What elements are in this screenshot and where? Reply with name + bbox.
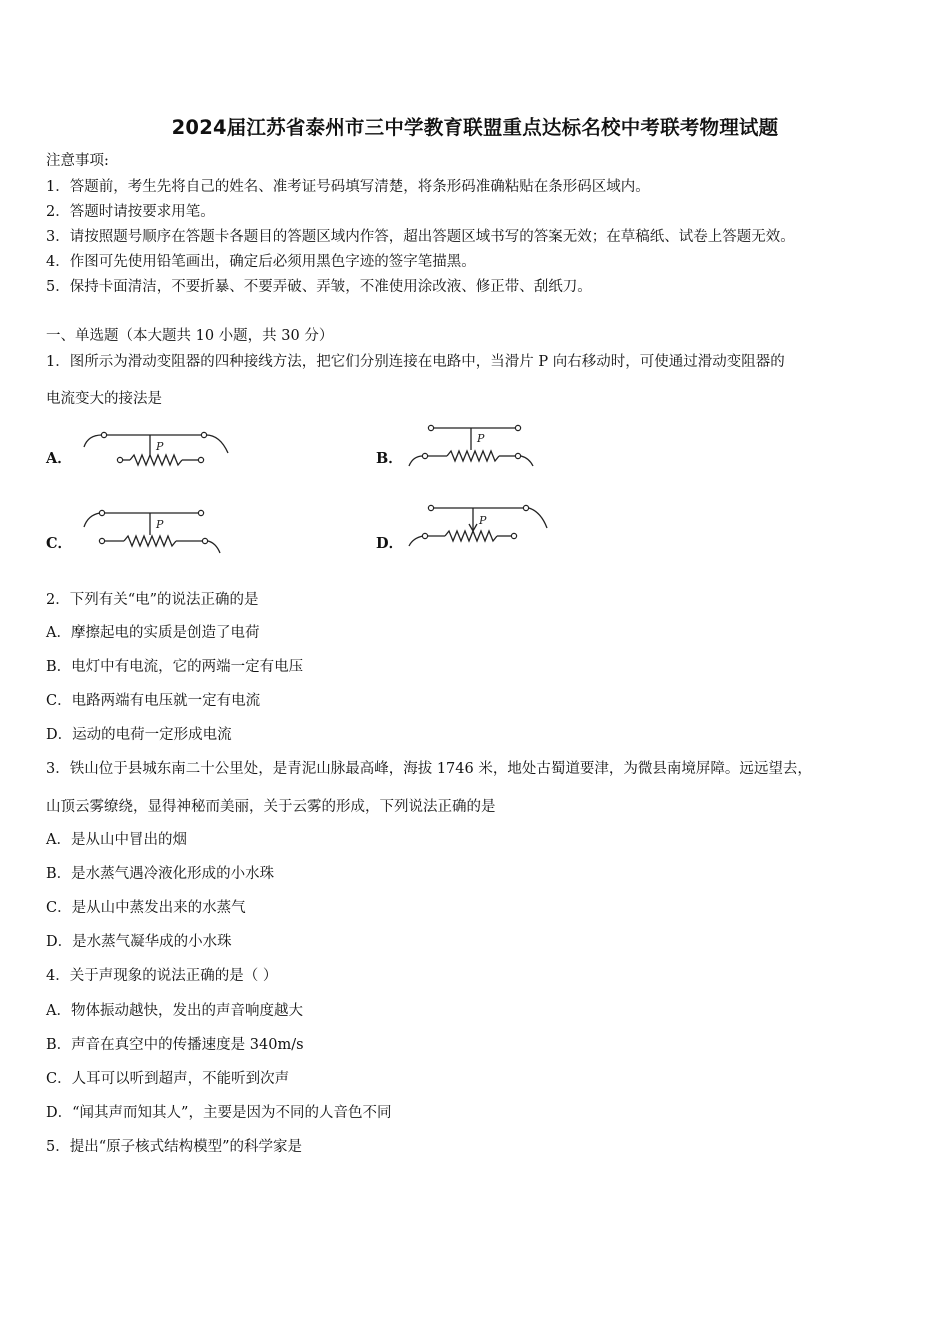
q2-option-d: D．运动的电荷一定形成电流 xyxy=(46,727,232,743)
q4-option-d: D．“闻其声而知其人”，主要是因为不同的人音色不同 xyxy=(46,1105,392,1121)
slider-p-label: P xyxy=(477,432,485,445)
section-heading: 一、单选题（本大题共 10 小题，共 30 分） xyxy=(46,328,334,344)
rheostat-diagram-b xyxy=(405,420,565,470)
notice-item: 4．作图可先使用铅笔画出，确定后必须用黑色字迹的签字笔描黑。 xyxy=(46,254,476,270)
slider-p-label: P xyxy=(479,514,487,527)
q2-option-c: C．电路两端有电压就一定有电流 xyxy=(46,693,261,709)
notice-heading: 注意事项: xyxy=(46,153,109,169)
question-4-stem: 4．关于声现象的说法正确的是（ ） xyxy=(46,968,278,984)
question-3-stem: 3．铁山位于县城东南二十公里处，是青泥山脉最高峰，海拔 1746 米，地处古蜀道要津，为微县南境屏障。远远望去， xyxy=(46,761,812,777)
question-2-stem: 2．下列有关“电”的说法正确的是 xyxy=(46,592,259,608)
notice-item: 1．答题前，考生先将自己的姓名、准考证号码填写清楚，将条形码准确粘贴在条形码区域内。 xyxy=(46,179,650,195)
q1-option-c-label: C． xyxy=(46,535,73,552)
rheostat-diagram-a xyxy=(80,425,240,475)
q3-option-d: D．是水蒸气凝华成的小水珠 xyxy=(46,934,232,950)
question-3-stem-cont: 山顶云雾缭绕，显得神秘而美丽，关于云雾的形成，下列说法正确的是 xyxy=(46,799,496,815)
question-1-stem-cont: 电流变大的接法是 xyxy=(46,391,162,407)
q2-option-b: B．电灯中有电流，它的两端一定有电压 xyxy=(46,659,304,675)
q2-option-a: A．摩擦起电的实质是创造了电荷 xyxy=(46,625,260,641)
slider-p-label: P xyxy=(156,440,164,453)
rheostat-diagram-d xyxy=(405,500,565,555)
notice-item: 2．答题时请按要求用笔。 xyxy=(46,204,215,220)
page-title: 2024届江苏省泰州市三中学教育联盟重点达标名校中考联考物理试题 xyxy=(171,116,779,139)
q4-option-a: A．物体振动越快，发出的声音响度越大 xyxy=(46,1003,303,1019)
q1-option-d-label: D． xyxy=(376,535,404,552)
q3-option-c: C．是从山中蒸发出来的水蒸气 xyxy=(46,900,246,916)
slider-p-label: P xyxy=(156,518,164,531)
q4-option-c: C．人耳可以听到超声，不能听到次声 xyxy=(46,1071,290,1087)
question-1-stem: 1．图所示为滑动变阻器的四种接线方法，把它们分别连接在电路中，当滑片 P 向右移动时，可使通过滑动变阻器的 xyxy=(46,354,785,370)
question-5-stem: 5．提出“原子核式结构模型”的科学家是 xyxy=(46,1139,303,1155)
notice-item: 3．请按照题号顺序在答题卡各题目的答题区域内作答，超出答题区域书写的答案无效；在草稿纸、试卷上答题无效。 xyxy=(46,229,795,245)
notice-item: 5．保持卡面清洁，不要折暴、不要弄破、弄皱，不准使用涂改液、修正带、刮纸刀。 xyxy=(46,279,592,295)
q1-option-a-label: A． xyxy=(46,450,72,467)
rheostat-diagram-c xyxy=(80,505,240,560)
q3-option-a: A．是从山中冒出的烟 xyxy=(46,832,187,848)
q3-option-b: B．是水蒸气遇冷液化形成的小水珠 xyxy=(46,866,275,882)
q1-option-b-label: B． xyxy=(376,450,403,467)
q4-option-b: B．声音在真空中的传播速度是 340m/s xyxy=(46,1037,304,1053)
